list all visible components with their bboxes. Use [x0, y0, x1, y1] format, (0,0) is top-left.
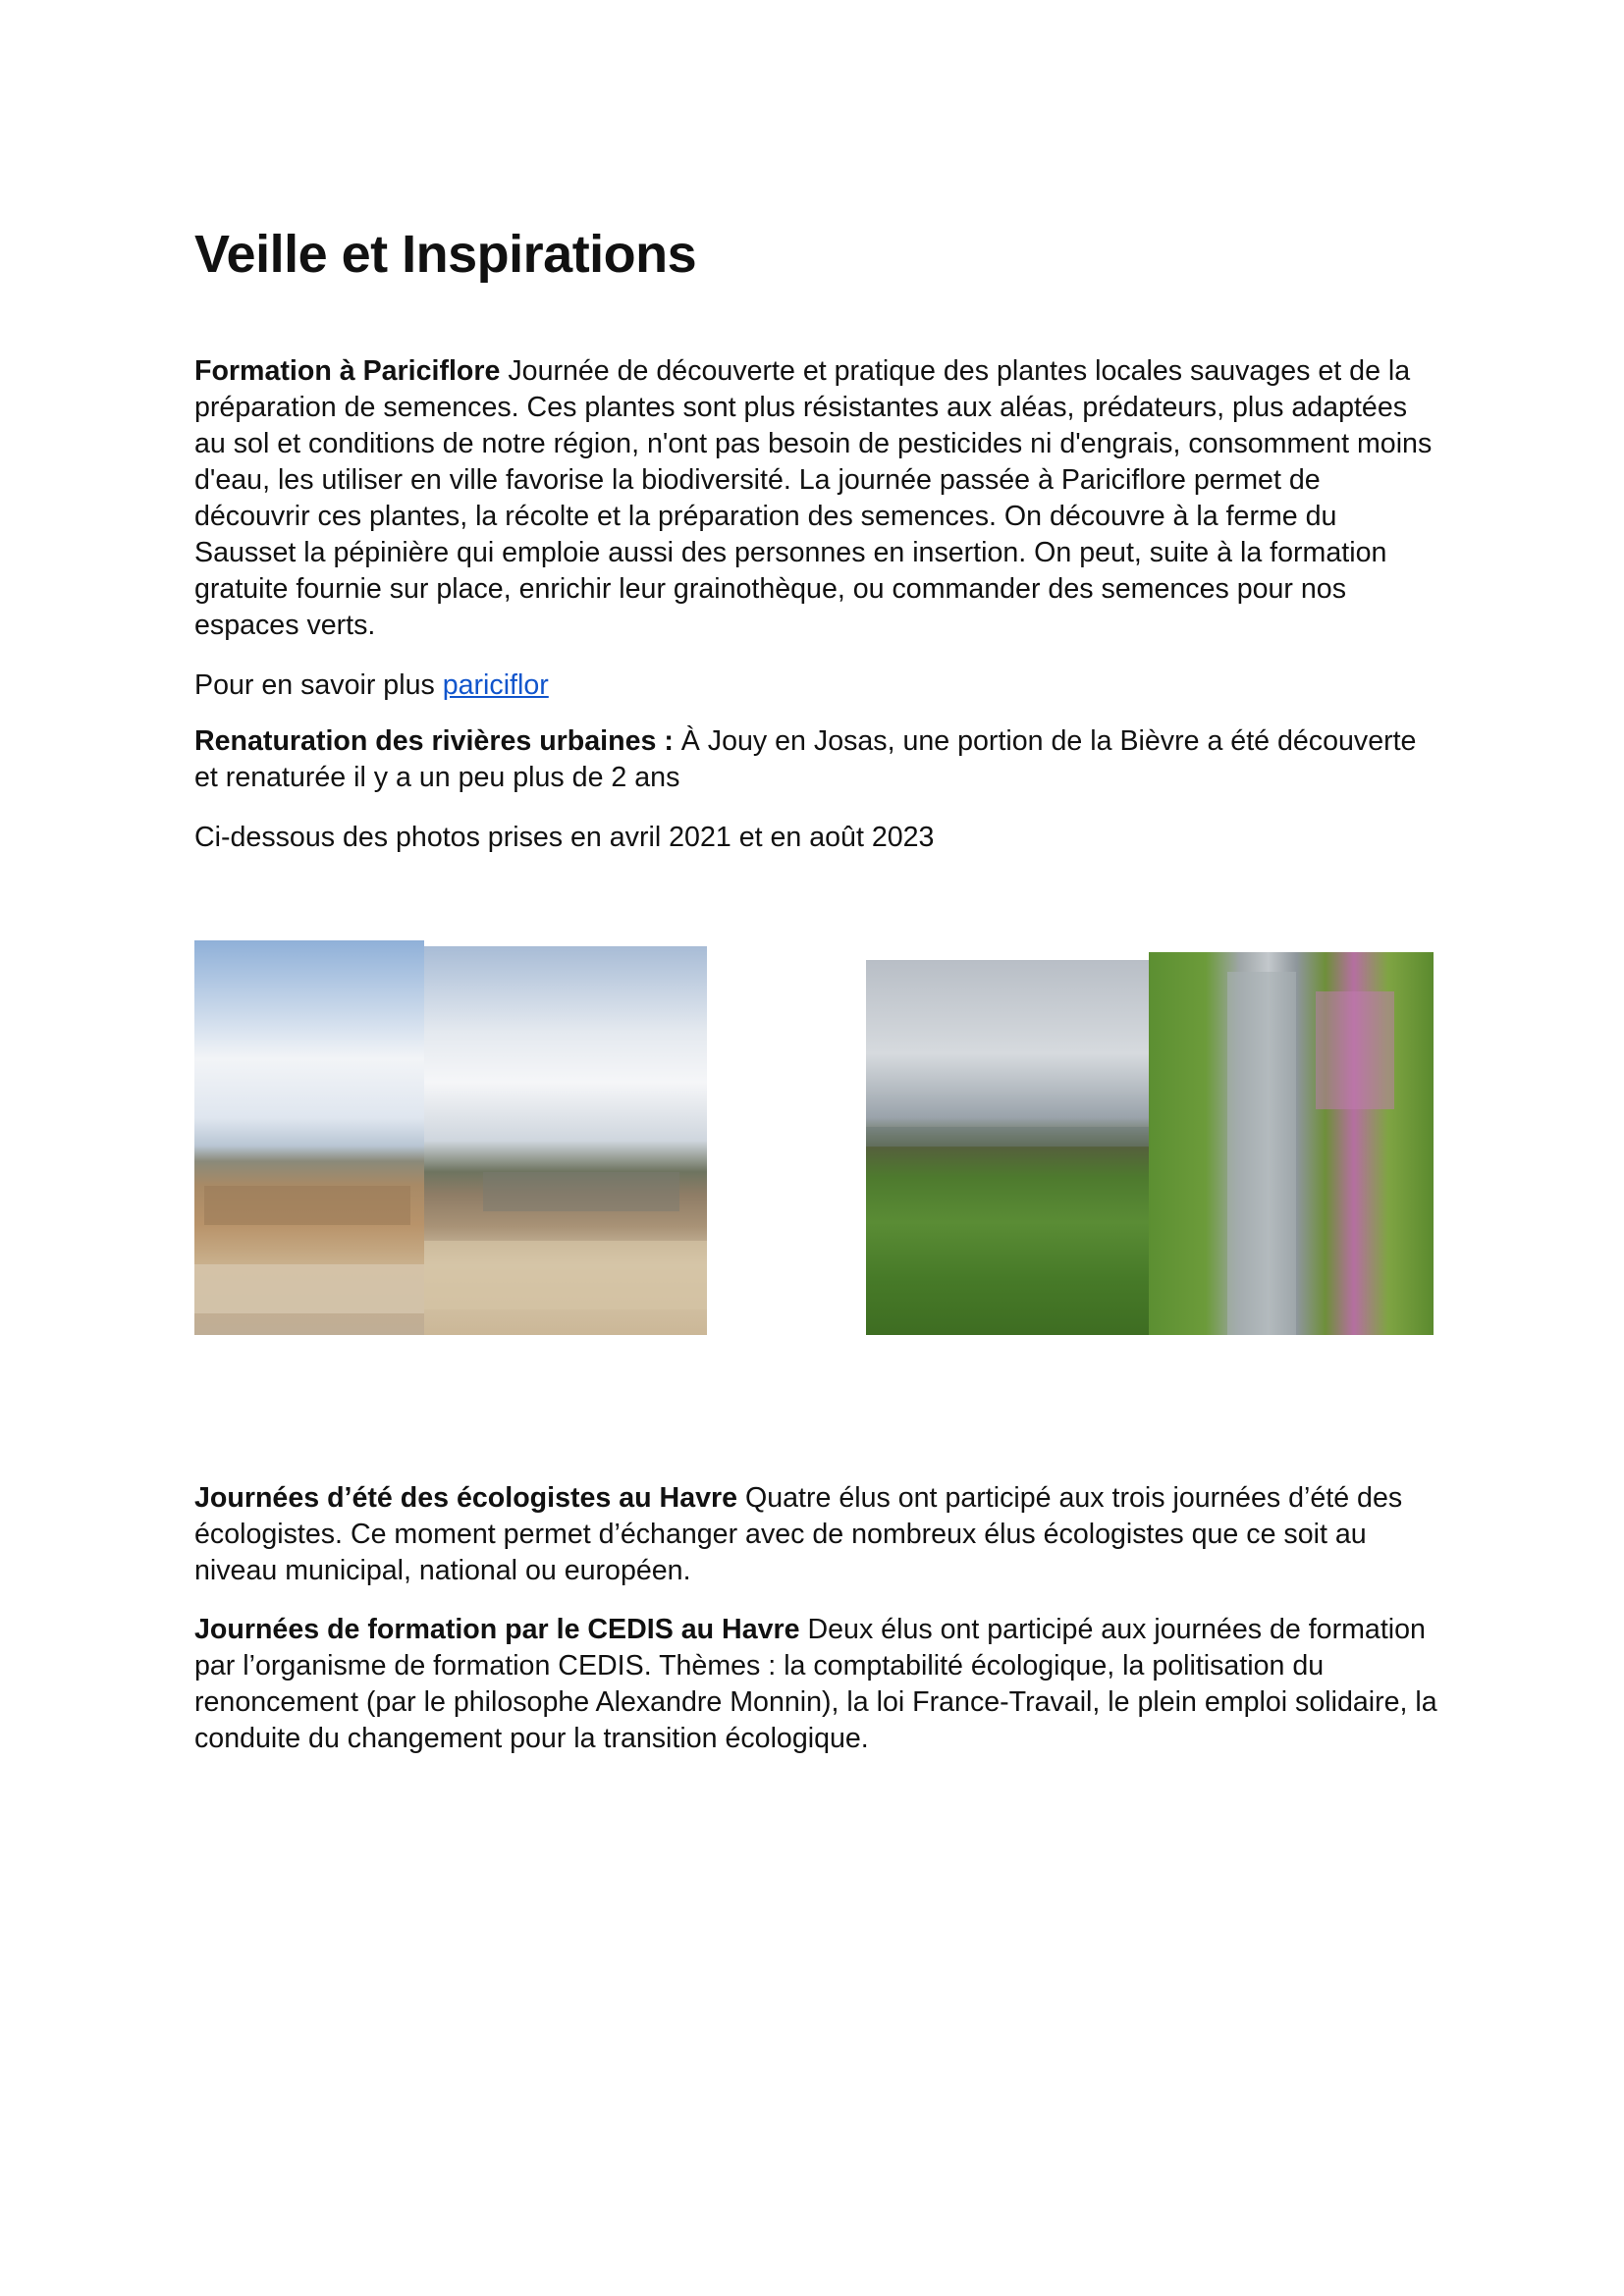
photos-caption: Ci-dessous des photos prises en avril 2021 et en août 2023 — [194, 822, 935, 853]
renaturation-paragraph — [194, 723, 1441, 796]
cedis-paragraph — [194, 1612, 1441, 1757]
pariciflor-link[interactable]: pariciflor — [442, 669, 549, 701]
more-info-paragraph — [194, 667, 1441, 704]
cedis-text: Deux élus ont participé aux journées de formation par l’organisme de formation CEDIS. Thèmes : la comptabilité écologique, la politisation du renoncement (par le philosophe Alexandre Monnin), la loi France-Travail, le plein emploi solidaire, la conduite du changement pour la transition écologique. — [194, 1614, 1437, 1754]
photo-worksite-april-2021-right — [424, 946, 707, 1335]
photo-river-august-2023-left — [866, 960, 1149, 1335]
pariciflore-paragraph — [194, 353, 1441, 644]
page-title: Veille et Inspirations — [194, 225, 697, 284]
ecologistes-paragraph — [194, 1480, 1441, 1589]
ecologistes-text: Quatre élus ont participé aux trois journées d’été des écologistes. Ce moment permet d’échanger avec de nombreux élus écologistes que ce soit au niveau municipal, national ou européen. — [194, 1482, 1403, 1586]
pariciflore-text: Journée de découverte et pratique des plantes locales sauvages et de la préparation de semences. Ces plantes sont plus résistantes aux aléas, prédateurs, plus adaptées au sol et conditions de notre région, n'ont pas besoin de pesticides ni d'engrais, consomment moins d'eau, les utiliser en ville favorise la biodiversité. La journée passée à Pariciflore permet de découvrir ces plantes, la récolte et la préparation des semences. On découvre à la ferme du Sausset la pépinière qui emploie aussi des personnes en insertion. On peut, suite à la formation gratuite fournie sur place, enrichir leur grainothèque, ou commander des semences pour nos espaces verts. — [194, 355, 1433, 641]
renaturation-text: À Jouy en Josas, une portion de la Bièvre a été découverte et renaturée il y a un peu plus de 2 ans — [194, 725, 1417, 793]
photos-caption-paragraph — [194, 820, 1441, 856]
ecologistes-heading: Journées d’été des écologistes au Havre — [194, 1482, 738, 1514]
photo-river-august-2023-right — [1149, 952, 1434, 1335]
more-info-text: Pour en savoir plus — [194, 669, 443, 701]
photo-worksite-april-2021-left — [194, 940, 424, 1335]
pariciflore-heading: Formation à Pariciflore — [194, 355, 501, 387]
renaturation-heading: Renaturation des rivières urbaines : — [194, 725, 674, 757]
cedis-heading: Journées de formation par le CEDIS au Havre — [194, 1614, 800, 1645]
